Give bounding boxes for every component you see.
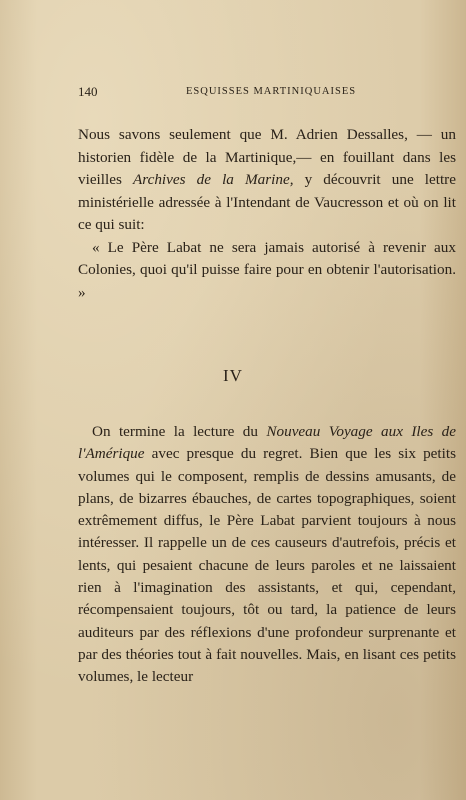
paragraph-1-text: Nous savons seulement que M. Adrien Dessalles, — un historien fidèle de la Martinique,— en fouillant dans les vieilles [78,126,456,188]
paragraph-2 [78,421,456,689]
paragraph-1-italic: Archives de la Marine, [132,171,294,188]
paragraph-1-text-end: y découvrit une lettre ministérielle adressée à l'Intendant de Vaucresson et où on lit ce qui suit: [78,171,456,233]
section-numeral: IV [223,366,243,385]
paragraph-2-text: avec presque du regret. Bien que les six petits volumes qui le composent, remplis de dessins amusants, de plans, de bizarres ébauches, de cartes topographiques, soient extrêmement diffus, le Père Labat parvient toujours à nous intéresser. Il rappelle un de ces causeurs d'autrefois, précis et lents, qui pesaient chacune de leurs paroles et ne laissaient rien à l'imagination des assistants, et qui, cependant, récompensaient toujours, tôt ou tard, la patience de leurs auditeurs par des réflexions d'une profondeur surprenante et par des théories tout à fait nouvelles. Mais, en lisant ces petits volumes, le lecteur [78,445,456,686]
quote-paragraph: « Le Père Labat ne sera jamais autorisé à revenir aux Colonies, quoi qu'il puisse faire pour en obtenir l'autorisation. » [78,238,456,301]
paragraph-2-italic-title: Nouveau Voyage aux Iles de l'Amérique [78,423,456,463]
paragraph-block-2 [78,421,456,689]
paragraph-2-text-start: On termine la lecture du [92,423,267,440]
running-head: ESQUISSES MARTINIQUAISES [186,86,357,97]
page-number: 140 [78,84,98,99]
paragraph-block-1 [78,124,456,304]
page-header [78,84,444,100]
paragraph-1 [78,124,456,237]
